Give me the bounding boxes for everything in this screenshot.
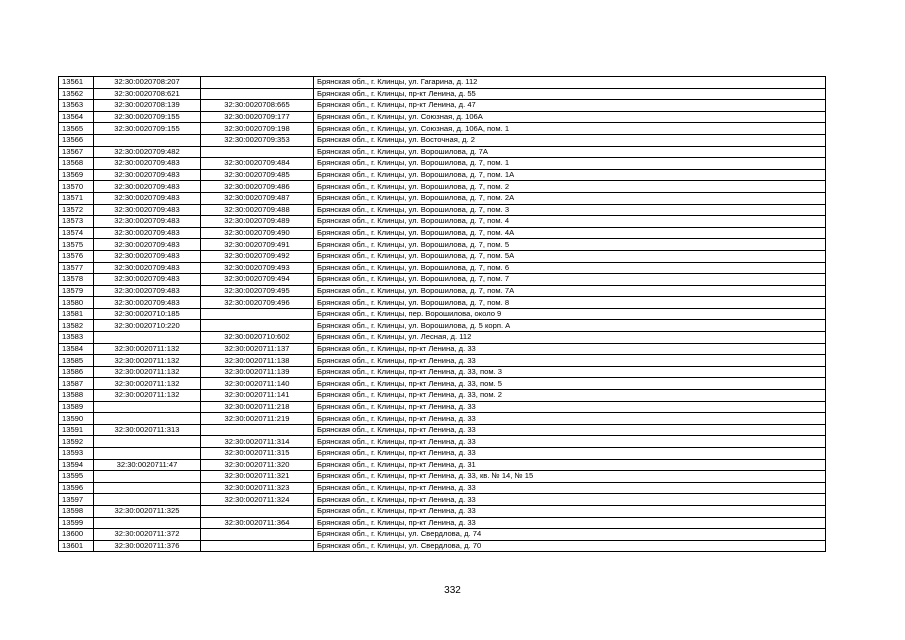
row-number-cell: 13593 [59, 448, 94, 460]
address-cell: Брянская обл., г. Клинцы, пр-кт Ленина, д. 33, пом. 2 [314, 390, 826, 402]
building-cadastral-number-cell: 32:30:0020711:137 [201, 343, 314, 355]
address-cell: Брянская обл., г. Клинцы, пр-кт Ленина, д. 55 [314, 88, 826, 100]
building-cadastral-number-cell: 32:30:0020711:364 [201, 517, 314, 529]
row-number-cell: 13582 [59, 320, 94, 332]
building-cadastral-number-cell: 32:30:0020709:493 [201, 262, 314, 274]
building-cadastral-number-cell: 32:30:0020710:602 [201, 332, 314, 344]
row-number-cell: 13601 [59, 540, 94, 552]
table-row [59, 529, 826, 541]
building-cadastral-number-cell: 32:30:0020709:485 [201, 169, 314, 181]
land-cadastral-number-cell: 32:30:0020709:155 [94, 111, 201, 123]
address-cell: Брянская обл., г. Клинцы, пр-кт Ленина, д. 47 [314, 100, 826, 112]
building-cadastral-number-cell [201, 146, 314, 158]
address-cell: Брянская обл., г. Клинцы, ул. Гагарина, д. 112 [314, 77, 826, 89]
land-cadastral-number-cell: 32:30:0020709:483 [94, 192, 201, 204]
row-number-cell: 13561 [59, 77, 94, 89]
land-cadastral-number-cell: 32:30:0020709:483 [94, 181, 201, 193]
table-row [59, 471, 826, 483]
table-row [59, 448, 826, 460]
row-number-cell: 13583 [59, 332, 94, 344]
row-number-cell: 13563 [59, 100, 94, 112]
address-cell: Брянская обл., г. Клинцы, ул. Союзная, д. 106А, пом. 1 [314, 123, 826, 135]
building-cadastral-number-cell: 32:30:0020711:324 [201, 494, 314, 506]
building-cadastral-number-cell: 32:30:0020711:314 [201, 436, 314, 448]
land-cadastral-number-cell: 32:30:0020711:132 [94, 378, 201, 390]
building-cadastral-number-cell: 32:30:0020711:321 [201, 471, 314, 483]
row-number-cell: 13578 [59, 274, 94, 286]
table-row [59, 378, 826, 390]
address-cell: Брянская обл., г. Клинцы, пр-кт Ленина, д. 33, пом. 3 [314, 366, 826, 378]
building-cadastral-number-cell: 32:30:0020711:219 [201, 413, 314, 425]
table-row [59, 111, 826, 123]
row-number-cell: 13562 [59, 88, 94, 100]
table-row [59, 332, 826, 344]
address-cell: Брянская обл., г. Клинцы, ул. Ворошилова, д. 7, пом. 4 [314, 216, 826, 228]
building-cadastral-number-cell: 32:30:0020709:487 [201, 192, 314, 204]
land-cadastral-number-cell: 32:30:0020709:483 [94, 262, 201, 274]
row-number-cell: 13580 [59, 297, 94, 309]
land-cadastral-number-cell: 32:30:0020711:325 [94, 505, 201, 517]
address-cell: Брянская обл., г. Клинцы, пр-кт Ленина, д. 33 [314, 517, 826, 529]
address-cell: Брянская обл., г. Клинцы, ул. Ворошилова, д. 7, пом. 7 [314, 274, 826, 286]
table-row [59, 123, 826, 135]
row-number-cell: 13595 [59, 471, 94, 483]
row-number-cell: 13577 [59, 262, 94, 274]
row-number-cell: 13572 [59, 204, 94, 216]
table-row [59, 134, 826, 146]
address-cell: Брянская обл., г. Клинцы, пр-кт Ленина, д. 33 [314, 494, 826, 506]
table-row [59, 320, 826, 332]
table-row [59, 505, 826, 517]
land-cadastral-number-cell: 32:30:0020709:483 [94, 169, 201, 181]
row-number-cell: 13585 [59, 355, 94, 367]
row-number-cell: 13566 [59, 134, 94, 146]
address-cell: Брянская обл., г. Клинцы, ул. Ворошилова, д. 7, пом. 3 [314, 204, 826, 216]
table-row [59, 517, 826, 529]
land-cadastral-number-cell [94, 517, 201, 529]
building-cadastral-number-cell: 32:30:0020709:353 [201, 134, 314, 146]
row-number-cell: 13576 [59, 250, 94, 262]
row-number-cell: 13564 [59, 111, 94, 123]
building-cadastral-number-cell: 32:30:0020709:488 [201, 204, 314, 216]
registry-table-body [59, 77, 826, 552]
building-cadastral-number-cell: 32:30:0020709:198 [201, 123, 314, 135]
land-cadastral-number-cell: 32:30:0020709:483 [94, 239, 201, 251]
land-cadastral-number-cell: 32:30:0020709:482 [94, 146, 201, 158]
land-cadastral-number-cell: 32:30:0020711:313 [94, 424, 201, 436]
address-cell: Брянская обл., г. Клинцы, пр-кт Ленина, д. 33 [314, 482, 826, 494]
address-cell: Брянская обл., г. Клинцы, пр-кт Ленина, д. 33, кв. № 14, № 15 [314, 471, 826, 483]
building-cadastral-number-cell: 32:30:0020709:496 [201, 297, 314, 309]
building-cadastral-number-cell: 32:30:0020711:140 [201, 378, 314, 390]
address-cell: Брянская обл., г. Клинцы, ул. Лесная, д. 112 [314, 332, 826, 344]
row-number-cell: 13588 [59, 390, 94, 402]
page-number: 332 [444, 585, 461, 596]
building-cadastral-number-cell: 32:30:0020709:486 [201, 181, 314, 193]
address-cell: Брянская обл., г. Клинцы, пр-кт Ленина, д. 33 [314, 343, 826, 355]
building-cadastral-number-cell: 32:30:0020709:177 [201, 111, 314, 123]
row-number-cell: 13579 [59, 285, 94, 297]
table-row [59, 540, 826, 552]
address-cell: Брянская обл., г. Клинцы, пр-кт Ленина, д. 33 [314, 424, 826, 436]
row-number-cell: 13565 [59, 123, 94, 135]
land-cadastral-number-cell: 32:30:0020709:155 [94, 123, 201, 135]
row-number-cell: 13592 [59, 436, 94, 448]
address-cell: Брянская обл., г. Клинцы, пр-кт Ленина, д. 33 [314, 355, 826, 367]
land-cadastral-number-cell: 32:30:0020709:483 [94, 227, 201, 239]
address-cell: Брянская обл., г. Клинцы, ул. Ворошилова, д. 7, пом. 7А [314, 285, 826, 297]
table-row [59, 459, 826, 471]
address-cell: Брянская обл., г. Клинцы, ул. Ворошилова, д. 7, пом. 2 [314, 181, 826, 193]
address-cell: Брянская обл., г. Клинцы, пр-кт Ленина, д. 33 [314, 436, 826, 448]
land-cadastral-number-cell: 32:30:0020710:185 [94, 308, 201, 320]
row-number-cell: 13587 [59, 378, 94, 390]
table-row [59, 239, 826, 251]
row-number-cell: 13573 [59, 216, 94, 228]
building-cadastral-number-cell [201, 424, 314, 436]
building-cadastral-number-cell [201, 77, 314, 89]
table-row [59, 169, 826, 181]
address-cell: Брянская обл., г. Клинцы, ул. Ворошилова, д. 7, пом. 2А [314, 192, 826, 204]
row-number-cell: 13600 [59, 529, 94, 541]
building-cadastral-number-cell [201, 308, 314, 320]
land-cadastral-number-cell: 32:30:0020709:483 [94, 297, 201, 309]
row-number-cell: 13598 [59, 505, 94, 517]
land-cadastral-number-cell [94, 134, 201, 146]
land-cadastral-number-cell: 32:30:0020709:483 [94, 274, 201, 286]
table-row [59, 192, 826, 204]
building-cadastral-number-cell: 32:30:0020711:323 [201, 482, 314, 494]
land-cadastral-number-cell: 32:30:0020708:139 [94, 100, 201, 112]
row-number-cell: 13594 [59, 459, 94, 471]
building-cadastral-number-cell: 32:30:0020711:141 [201, 390, 314, 402]
address-cell: Брянская обл., г. Клинцы, пр-кт Ленина, д. 33 [314, 448, 826, 460]
land-cadastral-number-cell [94, 448, 201, 460]
table-row [59, 355, 826, 367]
row-number-cell: 13597 [59, 494, 94, 506]
building-cadastral-number-cell: 32:30:0020711:218 [201, 401, 314, 413]
row-number-cell: 13571 [59, 192, 94, 204]
building-cadastral-number-cell: 32:30:0020711:139 [201, 366, 314, 378]
table-row [59, 413, 826, 425]
land-cadastral-number-cell: 32:30:0020711:132 [94, 343, 201, 355]
building-cadastral-number-cell [201, 540, 314, 552]
land-cadastral-number-cell: 32:30:0020710:220 [94, 320, 201, 332]
building-cadastral-number-cell [201, 320, 314, 332]
row-number-cell: 13599 [59, 517, 94, 529]
address-cell: Брянская обл., г. Клинцы, ул. Свердлова, д. 74 [314, 529, 826, 541]
building-cadastral-number-cell: 32:30:0020709:491 [201, 239, 314, 251]
building-cadastral-number-cell: 32:30:0020709:484 [201, 158, 314, 170]
land-cadastral-number-cell: 32:30:0020708:621 [94, 88, 201, 100]
land-cadastral-number-cell: 32:30:0020709:483 [94, 250, 201, 262]
table-row [59, 146, 826, 158]
address-cell: Брянская обл., г. Клинцы, пр-кт Ленина, д. 33 [314, 505, 826, 517]
land-cadastral-number-cell: 32:30:0020709:483 [94, 204, 201, 216]
address-cell: Брянская обл., г. Клинцы, ул. Свердлова, д. 70 [314, 540, 826, 552]
table-row [59, 250, 826, 262]
table-row [59, 401, 826, 413]
table-row [59, 216, 826, 228]
table-row [59, 100, 826, 112]
row-number-cell: 13575 [59, 239, 94, 251]
row-number-cell: 13590 [59, 413, 94, 425]
building-cadastral-number-cell: 32:30:0020709:495 [201, 285, 314, 297]
building-cadastral-number-cell [201, 529, 314, 541]
address-cell: Брянская обл., г. Клинцы, ул. Ворошилова, д. 7, пом. 8 [314, 297, 826, 309]
table-row [59, 308, 826, 320]
address-cell: Брянская обл., г. Клинцы, ул. Ворошилова, д. 7, пом. 4А [314, 227, 826, 239]
address-cell: Брянская обл., г. Клинцы, ул. Ворошилова, д. 7, пом. 1А [314, 169, 826, 181]
row-number-cell: 13570 [59, 181, 94, 193]
address-cell: Брянская обл., г. Клинцы, ул. Союзная, д. 106А [314, 111, 826, 123]
address-cell: Брянская обл., г. Клинцы, пр-кт Ленина, д. 33 [314, 413, 826, 425]
address-cell: Брянская обл., г. Клинцы, пр-кт Ленина, д. 33, пом. 5 [314, 378, 826, 390]
table-row [59, 262, 826, 274]
row-number-cell: 13568 [59, 158, 94, 170]
land-cadastral-number-cell [94, 332, 201, 344]
address-cell: Брянская обл., г. Клинцы, ул. Восточная, д. 2 [314, 134, 826, 146]
row-number-cell: 13574 [59, 227, 94, 239]
land-cadastral-number-cell [94, 471, 201, 483]
land-cadastral-number-cell [94, 436, 201, 448]
land-cadastral-number-cell: 32:30:0020709:483 [94, 158, 201, 170]
building-cadastral-number-cell [201, 88, 314, 100]
row-number-cell: 13581 [59, 308, 94, 320]
row-number-cell: 13589 [59, 401, 94, 413]
building-cadastral-number-cell: 32:30:0020711:315 [201, 448, 314, 460]
address-cell: Брянская обл., г. Клинцы, ул. Ворошилова, д. 7, пом. 5 [314, 239, 826, 251]
land-cadastral-number-cell: 32:30:0020711:47 [94, 459, 201, 471]
table-row [59, 77, 826, 89]
land-cadastral-number-cell [94, 482, 201, 494]
land-cadastral-number-cell [94, 413, 201, 425]
table-row [59, 343, 826, 355]
table-row [59, 181, 826, 193]
land-cadastral-number-cell: 32:30:0020709:483 [94, 285, 201, 297]
table-row [59, 88, 826, 100]
land-cadastral-number-cell [94, 401, 201, 413]
land-cadastral-number-cell: 32:30:0020711:132 [94, 366, 201, 378]
table-row [59, 158, 826, 170]
table-row [59, 274, 826, 286]
registry-table [58, 76, 826, 552]
address-cell: Брянская обл., г. Клинцы, ул. Ворошилова, д. 5 корп. А [314, 320, 826, 332]
table-row [59, 227, 826, 239]
row-number-cell: 13596 [59, 482, 94, 494]
table-row [59, 366, 826, 378]
address-cell: Брянская обл., г. Клинцы, ул. Ворошилова, д. 7, пом. 5А [314, 250, 826, 262]
table-row [59, 390, 826, 402]
building-cadastral-number-cell: 32:30:0020711:138 [201, 355, 314, 367]
row-number-cell: 13586 [59, 366, 94, 378]
row-number-cell: 13569 [59, 169, 94, 181]
table-row [59, 297, 826, 309]
address-cell: Брянская обл., г. Клинцы, пер. Ворошилова, около 9 [314, 308, 826, 320]
building-cadastral-number-cell: 32:30:0020711:320 [201, 459, 314, 471]
table-row [59, 494, 826, 506]
table-row [59, 482, 826, 494]
row-number-cell: 13584 [59, 343, 94, 355]
address-cell: Брянская обл., г. Клинцы, пр-кт Ленина, д. 33 [314, 401, 826, 413]
building-cadastral-number-cell [201, 505, 314, 517]
table-row [59, 285, 826, 297]
land-cadastral-number-cell: 32:30:0020709:483 [94, 216, 201, 228]
address-cell: Брянская обл., г. Клинцы, пр-кт Ленина, д. 31 [314, 459, 826, 471]
building-cadastral-number-cell: 32:30:0020709:489 [201, 216, 314, 228]
land-cadastral-number-cell: 32:30:0020711:376 [94, 540, 201, 552]
building-cadastral-number-cell: 32:30:0020709:490 [201, 227, 314, 239]
land-cadastral-number-cell: 32:30:0020711:372 [94, 529, 201, 541]
table-row [59, 424, 826, 436]
address-cell: Брянская обл., г. Клинцы, ул. Ворошилова, д. 7, пом. 1 [314, 158, 826, 170]
table-row [59, 204, 826, 216]
building-cadastral-number-cell: 32:30:0020709:494 [201, 274, 314, 286]
building-cadastral-number-cell: 32:30:0020708:665 [201, 100, 314, 112]
row-number-cell: 13591 [59, 424, 94, 436]
land-cadastral-number-cell: 32:30:0020711:132 [94, 390, 201, 402]
land-cadastral-number-cell: 32:30:0020708:207 [94, 77, 201, 89]
address-cell: Брянская обл., г. Клинцы, ул. Ворошилова, д. 7А [314, 146, 826, 158]
land-cadastral-number-cell: 32:30:0020711:132 [94, 355, 201, 367]
building-cadastral-number-cell: 32:30:0020709:492 [201, 250, 314, 262]
table-row [59, 436, 826, 448]
address-cell: Брянская обл., г. Клинцы, ул. Ворошилова, д. 7, пом. 6 [314, 262, 826, 274]
land-cadastral-number-cell [94, 494, 201, 506]
row-number-cell: 13567 [59, 146, 94, 158]
